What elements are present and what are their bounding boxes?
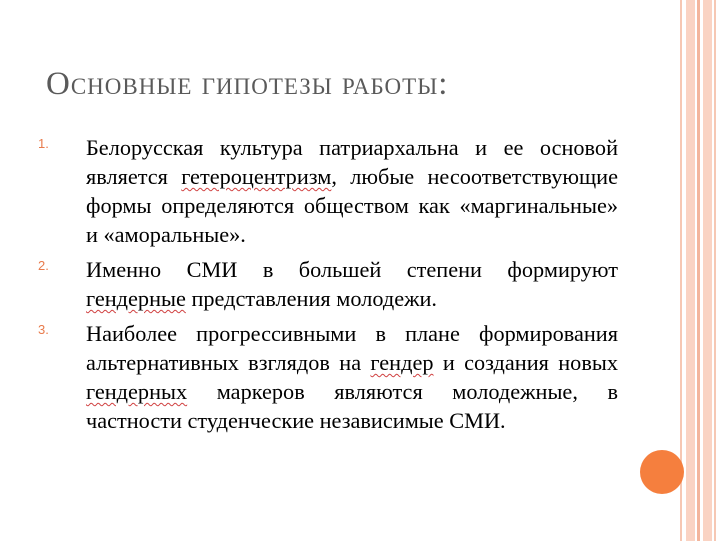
text-segment: Именно СМИ в большей степени формируют [86, 257, 618, 282]
spellcheck-word: гендерных [86, 379, 188, 404]
text-segment: , любые несоответствующие формы определяются обществом как «маргинальные» и «аморальные». [86, 164, 618, 247]
list-item-text [86, 319, 618, 435]
text-segment: представления молодежи. [185, 286, 438, 311]
list-item [38, 133, 618, 249]
text-segment: и создания новых [433, 350, 618, 375]
decorative-stripe [703, 0, 712, 541]
list-item [38, 319, 618, 435]
spellcheck-word: гендер [370, 350, 434, 375]
decorative-circle [640, 450, 684, 494]
decorative-stripe [714, 0, 716, 541]
list-number: 2. [38, 258, 49, 273]
list-item [38, 255, 618, 313]
slide-title: Основные гипотезы работы: [46, 66, 449, 102]
text-segment: Наиболее прогрессивными в плане формирования альтернативных взглядов на [86, 321, 618, 375]
text-segment: маркеров являются молодежные, в частности студенческие независимые СМИ. [86, 379, 618, 433]
list-item-text [86, 255, 618, 313]
list-number: 3. [38, 322, 49, 337]
spellcheck-word: гетероцентризм [181, 164, 332, 189]
decorative-stripe [686, 0, 695, 541]
decorative-stripe [697, 0, 700, 541]
text-segment: Белорусская культура патриархальна и ее основой является [86, 135, 618, 189]
spellcheck-word: гендерные [86, 286, 186, 311]
list-number: 1. [38, 136, 49, 151]
list-item-text [86, 133, 618, 249]
hypotheses-list [38, 133, 618, 441]
